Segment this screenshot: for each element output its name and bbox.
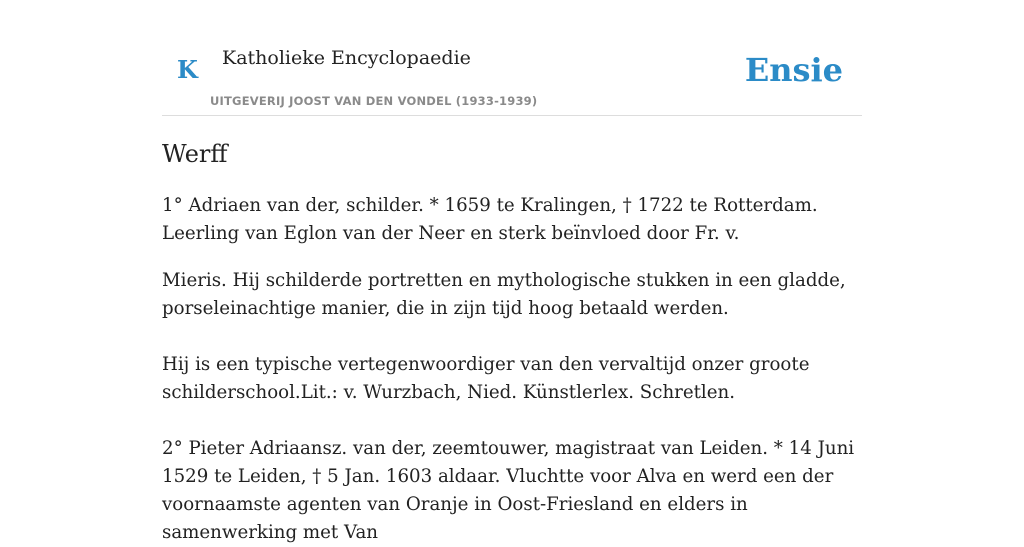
brand-logo[interactable]: Ensie — [744, 51, 843, 89]
article — [162, 136, 862, 547]
article-paragraph: 2° Pieter Adriaansz. van der, zeemtouwer, magistraat van Leiden. * 14 Juni 1529 te Leiden, † 5 Jan. 1603 aldaar. Vluchtte voor Alva en werd een der voornaamste agenten van Oranje in Oost-Friesland en elders in samenwerking met Van — [162, 438, 855, 543]
article-paragraph: Mieris. Hij schilderde portretten en mythologische stukken in een gladde, porseleinachtige manier, die in zijn tijd hoog betaald werden. — [162, 270, 846, 319]
site-logo[interactable]: K — [177, 55, 198, 84]
site-title[interactable]: Katholieke Encyclopaedie — [222, 47, 471, 69]
article-paragraph: Hij is een typische vertegenwoordiger van den vervaltijd onzer groote schilderschool.Lit.: v. Wurzbach, Nied. Künstlerlex. Schretlen. — [162, 354, 810, 403]
site-header — [162, 0, 862, 116]
site-subtitle: UITGEVERIJ JOOST VAN DEN VONDEL (1933-1939) — [210, 94, 538, 108]
article-paragraph: 1° Adriaen van der, schilder. * 1659 te Kralingen, † 1722 te Rotterdam. Leerling van Eglon van der Neer en sterk beïnvloed door Fr. v. — [162, 195, 818, 244]
article-title: Werff — [162, 140, 228, 168]
